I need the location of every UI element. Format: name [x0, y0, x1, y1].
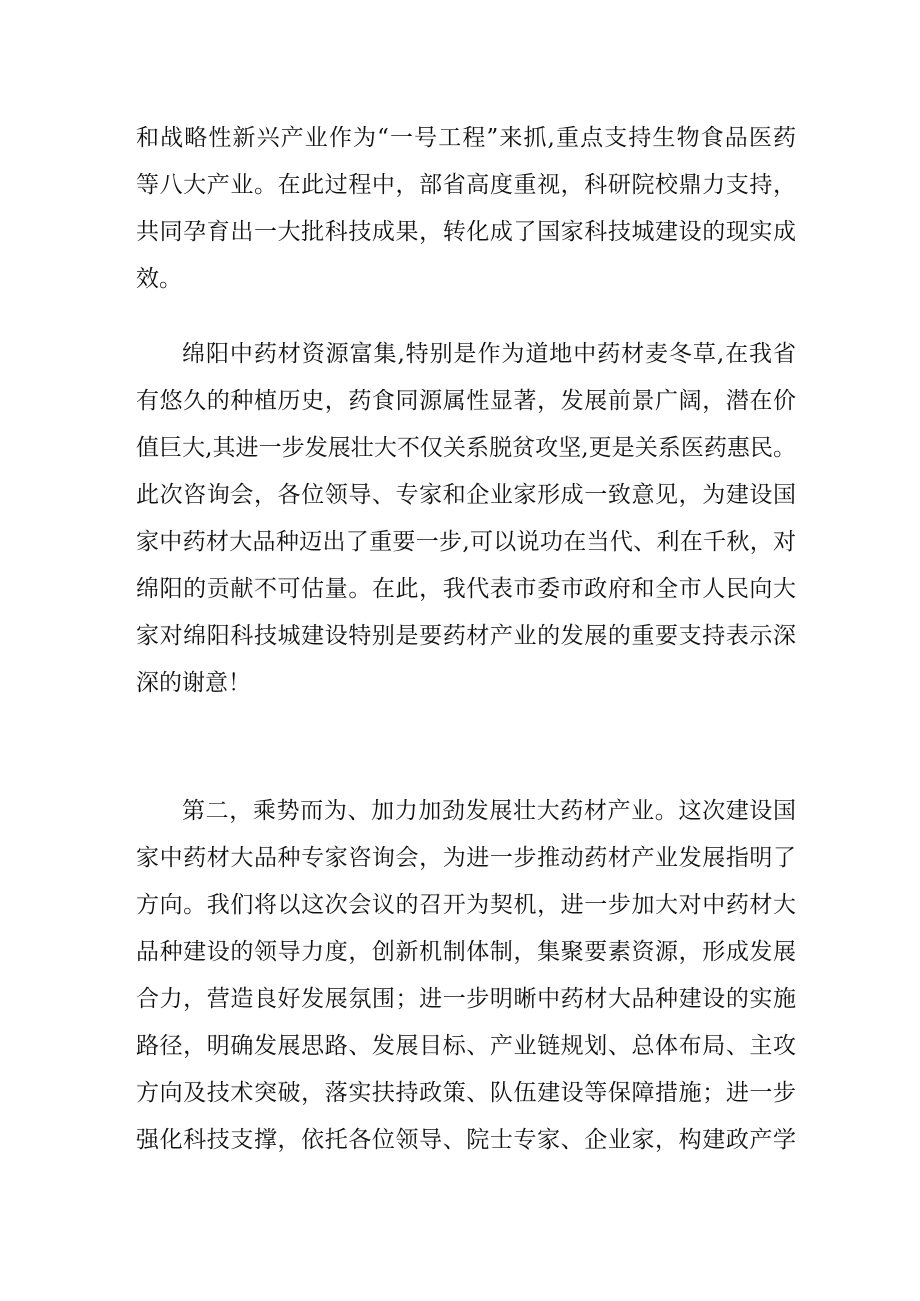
paragraph-line: 绵阳的贡献不可估量。在此，我代表市委市政府和全市人民向大	[136, 576, 796, 602]
paragraph-line: 此次咨询会，各位领导、专家和企业家形成一致意见，为建设国	[136, 482, 796, 508]
paragraph-line: 效。	[136, 266, 182, 292]
paragraph-line: 值巨大,其进一步发展壮大不仅关系脱贫攻坚,更是关系医药惠民。	[136, 435, 796, 461]
paragraph-line: 有悠久的种植历史，药食同源属性显著，发展前景广阔，潜在价	[136, 388, 796, 414]
paragraph-3	[136, 788, 796, 1164]
paragraph-line: 家中药材大品种迈出了重要一步,可以说功在当代、利在千秋，对	[136, 529, 796, 555]
paragraph-line: 品种建设的领导力度，创新机制体制，集聚要素资源，形成发展	[136, 939, 796, 965]
paragraph-2	[136, 331, 796, 707]
paragraph-line: 等八大产业。在此过程中，部省高度重视，科研院校鼎力支持，	[136, 172, 796, 198]
paragraph-line: 合力，营造良好发展氛围；进一步明晰中药材大品种建设的实施	[136, 986, 796, 1012]
paragraph-line: 路径，明确发展思路、发展目标、产业链规划、总体布局、主攻	[136, 1033, 796, 1059]
paragraph-line: 和战略性新兴产业作为“一号工程”来抓,重点支持生物食品医药	[136, 125, 796, 151]
paragraph-line: 深的谢意！	[136, 670, 251, 696]
paragraph-line: 强化科技支撑，依托各位领导、院士专家、企业家，构建政产学	[136, 1127, 796, 1153]
paragraph-line: 共同孕育出一大批科技成果，转化成了国家科技城建设的现实成	[136, 219, 796, 245]
paragraph-line: 第二，乘势而为、加力加劲发展壮大药材产业。这次建设国	[182, 798, 796, 824]
paragraph-line: 方向。我们将以这次会议的召开为契机，进一步加大对中药材大	[136, 892, 796, 918]
paragraph-line: 家对绵阳科技城建设特别是要药材产业的发展的重要支持表示深	[136, 623, 796, 649]
paragraph-line: 绵阳中药材资源富集,特别是作为道地中药材麦冬草,在我省	[182, 341, 796, 367]
paragraph-line: 方向及技术突破，落实扶持政策、队伍建设等保障措施；进一步	[136, 1080, 796, 1106]
paragraph-1	[136, 115, 796, 303]
paragraph-line: 家中药材大品种专家咨询会，为进一步推动药材产业发展指明了	[136, 845, 796, 871]
